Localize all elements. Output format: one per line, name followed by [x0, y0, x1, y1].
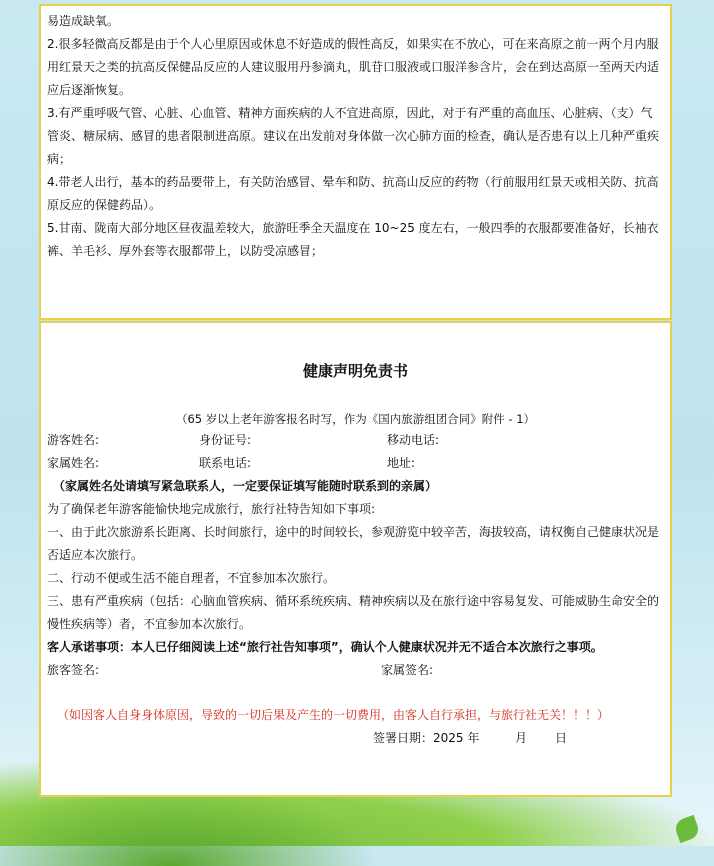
signature-row — [47, 659, 664, 682]
traveler-signature-label: 旅客签名: — [47, 663, 100, 677]
declaration-item: 一、由于此次旅游系长距离、长时间旅行，途中的时间较长，参观游览中较辛苦，海拔较高，请权衡自己健康状况是否适应本次旅行。 — [47, 525, 660, 562]
mobile-label: 移动电话: — [387, 433, 440, 447]
disclaimer-text: （如因客人自身身体原因，导致的一切后果及产生的一切费用，由客人自行承担，与旅行社无关！！！） — [57, 708, 610, 722]
declaration-item: 二、行动不便或生活不能自理者，不宜参加本次旅行。 — [47, 571, 336, 585]
notes-paragraph: 4.带老人出行，基本的药品要带上，有关防治感冒、晕车和防、抗高山反应的药物（行前服用红景天或相关防、抗高原反应的保健药品）。 — [47, 175, 659, 212]
tourist-name-label: 游客姓名: — [47, 433, 100, 447]
notes-paragraph: 易造成缺氧。 — [47, 14, 120, 28]
grass-background-dark — [0, 786, 380, 866]
declaration-item: 三、患有严重疾病（包括：心脑血管疾病、循环系统疾病、精神疾病以及在旅行途中容易复发、可能威胁生命安全的慢性疾病等）者，不宜参加本次旅行。 — [47, 594, 660, 631]
health-declaration-panel — [39, 321, 672, 797]
family-name-label: 家属姓名: — [47, 456, 100, 470]
form-row-personal — [47, 429, 664, 452]
travel-notes-panel — [39, 4, 672, 320]
signing-date-month: 月 — [515, 731, 528, 745]
notes-paragraph: 5.甘南、陇南大部分地区昼夜温差较大，旅游旺季全天温度在 10~25 度左右，一般四季的衣服都要准备好，长袖衣裤、羊毛衫、厚外套等衣服都带上，以防受凉感冒； — [47, 221, 659, 258]
family-signature-label: 家属签名: — [381, 663, 434, 677]
signing-date-label: 签署日期：2025 年 — [373, 731, 480, 745]
notes-paragraph: 3.有严重呼吸气管、心脏、心血管、精神方面疾病的人不宜进高原，因此，对于有严重的高血压、心脏病、（支）气管炎、糖尿病、感冒的患者限制进高原。建议在出发前对身体做一次心肺方面的检查，确认是否患有以上几种严重疾病； — [47, 106, 660, 166]
notes-paragraph: 2.很多轻微高反都是由于个人心里原因或休息不好造成的假性高反，如果实在不放心，可在来高原之前一两个月内服用红景天之类的抗高反保健品反应的人建议服用丹参滴丸，肌苷口服液或口服洋参含片，会在到达高原一至两天内适应后逐渐恢复。 — [47, 37, 660, 97]
id-number-label: 身份证号: — [199, 433, 252, 447]
signing-date-day: 日 — [555, 731, 568, 745]
signing-date — [47, 727, 664, 750]
declaration-subtitle: （65 岁以上老年游客报名时写，作为《国内旅游组团合同》附件 - 1） — [175, 412, 536, 426]
form-row-family — [47, 452, 664, 475]
family-note: （家属姓名处请填写紧急联系人，一定要保证填写能随时联系到的亲属） — [53, 479, 438, 493]
declaration-intro: 为了确保老年游客能愉快地完成旅行，旅行社特告知如下事项: — [47, 502, 376, 516]
address-label: 地址: — [387, 456, 416, 470]
commitment-text: 客人承诺事项：本人已仔细阅读上述“旅行社告知事项”，确认个人健康状况并无不适合本次旅行之事项。 — [47, 640, 603, 654]
declaration-title: 健康声明免责书 — [302, 362, 408, 380]
contact-phone-label: 联系电话: — [199, 456, 252, 470]
